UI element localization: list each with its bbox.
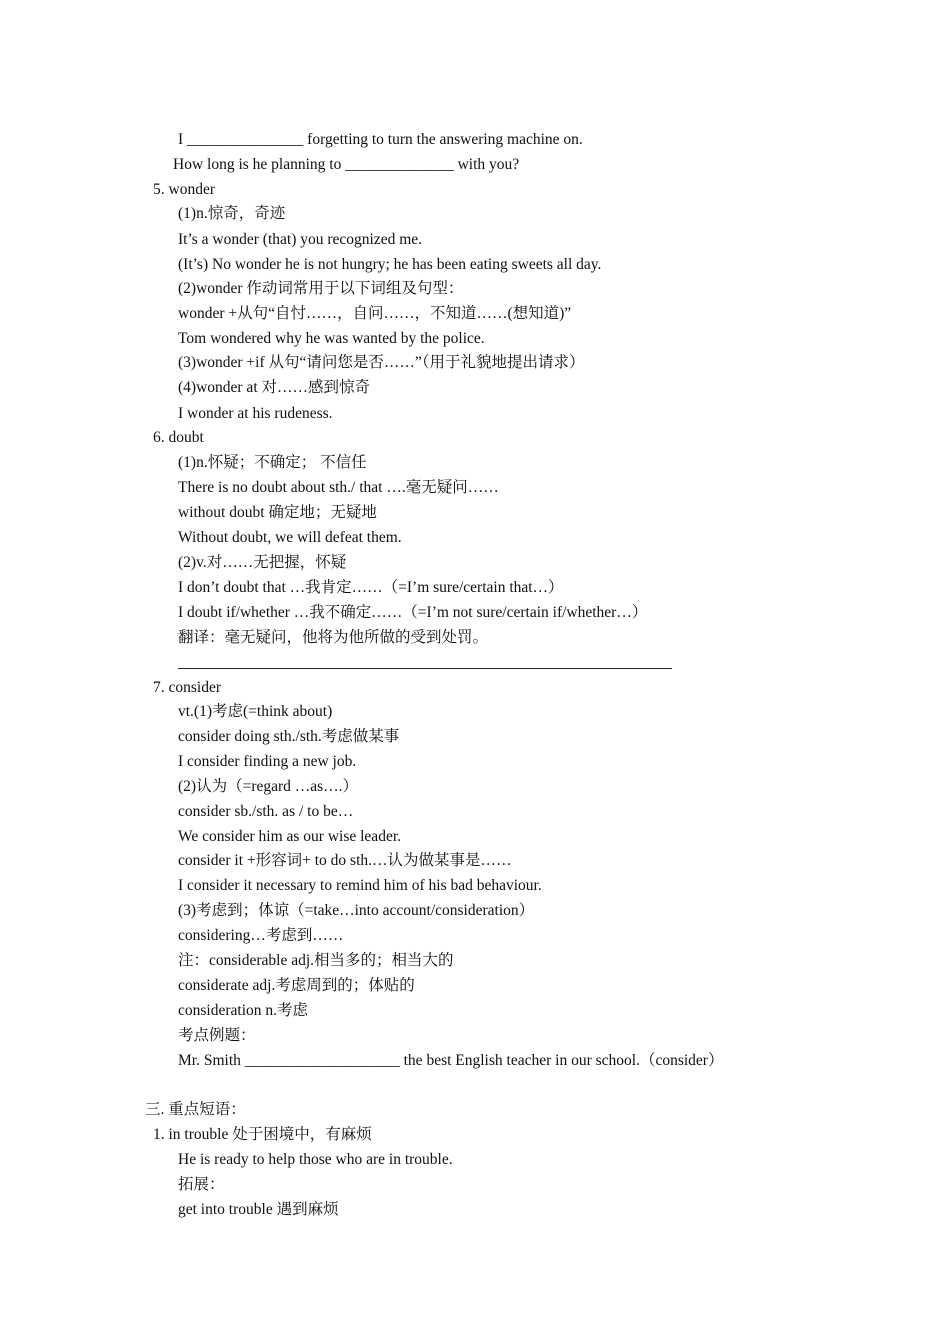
section-heading-key-phrases: 三. 重点短语： <box>145 1101 246 1118</box>
consider-example-2: We consider him as our wise leader. <box>178 828 402 845</box>
doubt-noun-meaning: (1)n.怀疑；不确定； 不信任 <box>178 454 367 471</box>
consider-example-1: I consider finding a new job. <box>178 753 357 770</box>
translation-answer-line <box>178 668 672 669</box>
consider-doing-pattern: consider doing sth./sth.考虑做某事 <box>178 728 400 745</box>
wonder-example-3: Tom wondered why he was wanted by the police. <box>178 330 485 347</box>
consider-as-pattern: consider sb./sth. as / to be… <box>178 803 354 820</box>
consider-meaning-1: vt.(1)考虑(=think about) <box>178 703 333 720</box>
wonder-example-2: (It’s) No wonder he is not hungry; he has been eating sweets all day. <box>178 256 602 273</box>
exam-example-heading: 考点例题： <box>178 1027 256 1044</box>
wonder-clause-pattern: wonder +从句“自忖……，自问……，不知道……(想知道)” <box>178 305 572 322</box>
translation-exercise: 翻译：毫无疑问，他将为他所做的受到处罚。 <box>178 629 489 646</box>
wonder-verb-usage: (2)wonder 作动词常用于以下词组及句型： <box>178 280 464 297</box>
consider-example-3: I consider it necessary to remind him of his bad behaviour. <box>178 877 542 894</box>
consider-meaning-3: (3)考虑到；体谅（=take…into account/consideration） <box>178 902 535 919</box>
section-heading-consider: 7. consider <box>153 679 222 696</box>
doubt-without-doubt: without doubt 确定地；无疑地 <box>178 504 377 521</box>
section-heading-doubt: 6. doubt <box>153 429 204 446</box>
wonder-example-1: It’s a wonder (that) you recognized me. <box>178 231 423 248</box>
section-heading-wonder: 5. wonder <box>153 181 215 198</box>
exam-example-sentence: Mr. Smith ____________________ the best English teacher in our school.（consider） <box>178 1052 724 1069</box>
doubt-if-whether-pattern: I doubt if/whether …我不确定……（=I’m not sure/certain if/whether…） <box>178 604 648 621</box>
phrase-get-into-trouble: get into trouble 遇到麻烦 <box>178 1201 339 1218</box>
doubt-verb-meaning: (2)v.对……无把握，怀疑 <box>178 554 347 571</box>
doubt-pattern-no-doubt: There is no doubt about sth./ that ….毫无疑问…… <box>178 479 499 496</box>
note-considerate: considerate adj.考虑周到的；体贴的 <box>178 977 415 994</box>
consider-meaning-2: (2)认为（=regard …as….） <box>178 778 359 795</box>
phrase-in-trouble: 1. in trouble 处于困境中，有麻烦 <box>153 1126 372 1143</box>
note-considerable: 注：considerable adj.相当多的；相当大的 <box>178 952 454 969</box>
phrase-example-1: He is ready to help those who are in trouble. <box>178 1151 453 1168</box>
wonder-noun-meaning: (1)n.惊奇，奇迹 <box>178 205 286 222</box>
consider-it-adj-pattern: consider it +形容词+ to do sth.…认为做某事是…… <box>178 852 512 869</box>
doubt-dont-doubt-pattern: I don’t doubt that …我肯定……（=I’m sure/certain that…） <box>178 579 564 596</box>
extension-heading: 拓展： <box>178 1176 225 1193</box>
wonder-example-4: I wonder at his rudeness. <box>178 405 333 422</box>
doubt-example-1: Without doubt, we will defeat them. <box>178 529 402 546</box>
considering-pattern: considering…考虑到…… <box>178 927 344 944</box>
fill-blank-sentence-planning: How long is he planning to ______________ with you? <box>173 156 520 173</box>
note-consideration: consideration n.考虑 <box>178 1002 309 1019</box>
wonder-at-pattern: (4)wonder at 对……感到惊奇 <box>178 379 370 396</box>
fill-blank-sentence-forgetting: I _______________ forgetting to turn the answering machine on. <box>178 131 583 148</box>
wonder-if-pattern: (3)wonder +if 从句“请问您是否……”（用于礼貌地提出请求） <box>178 354 585 371</box>
